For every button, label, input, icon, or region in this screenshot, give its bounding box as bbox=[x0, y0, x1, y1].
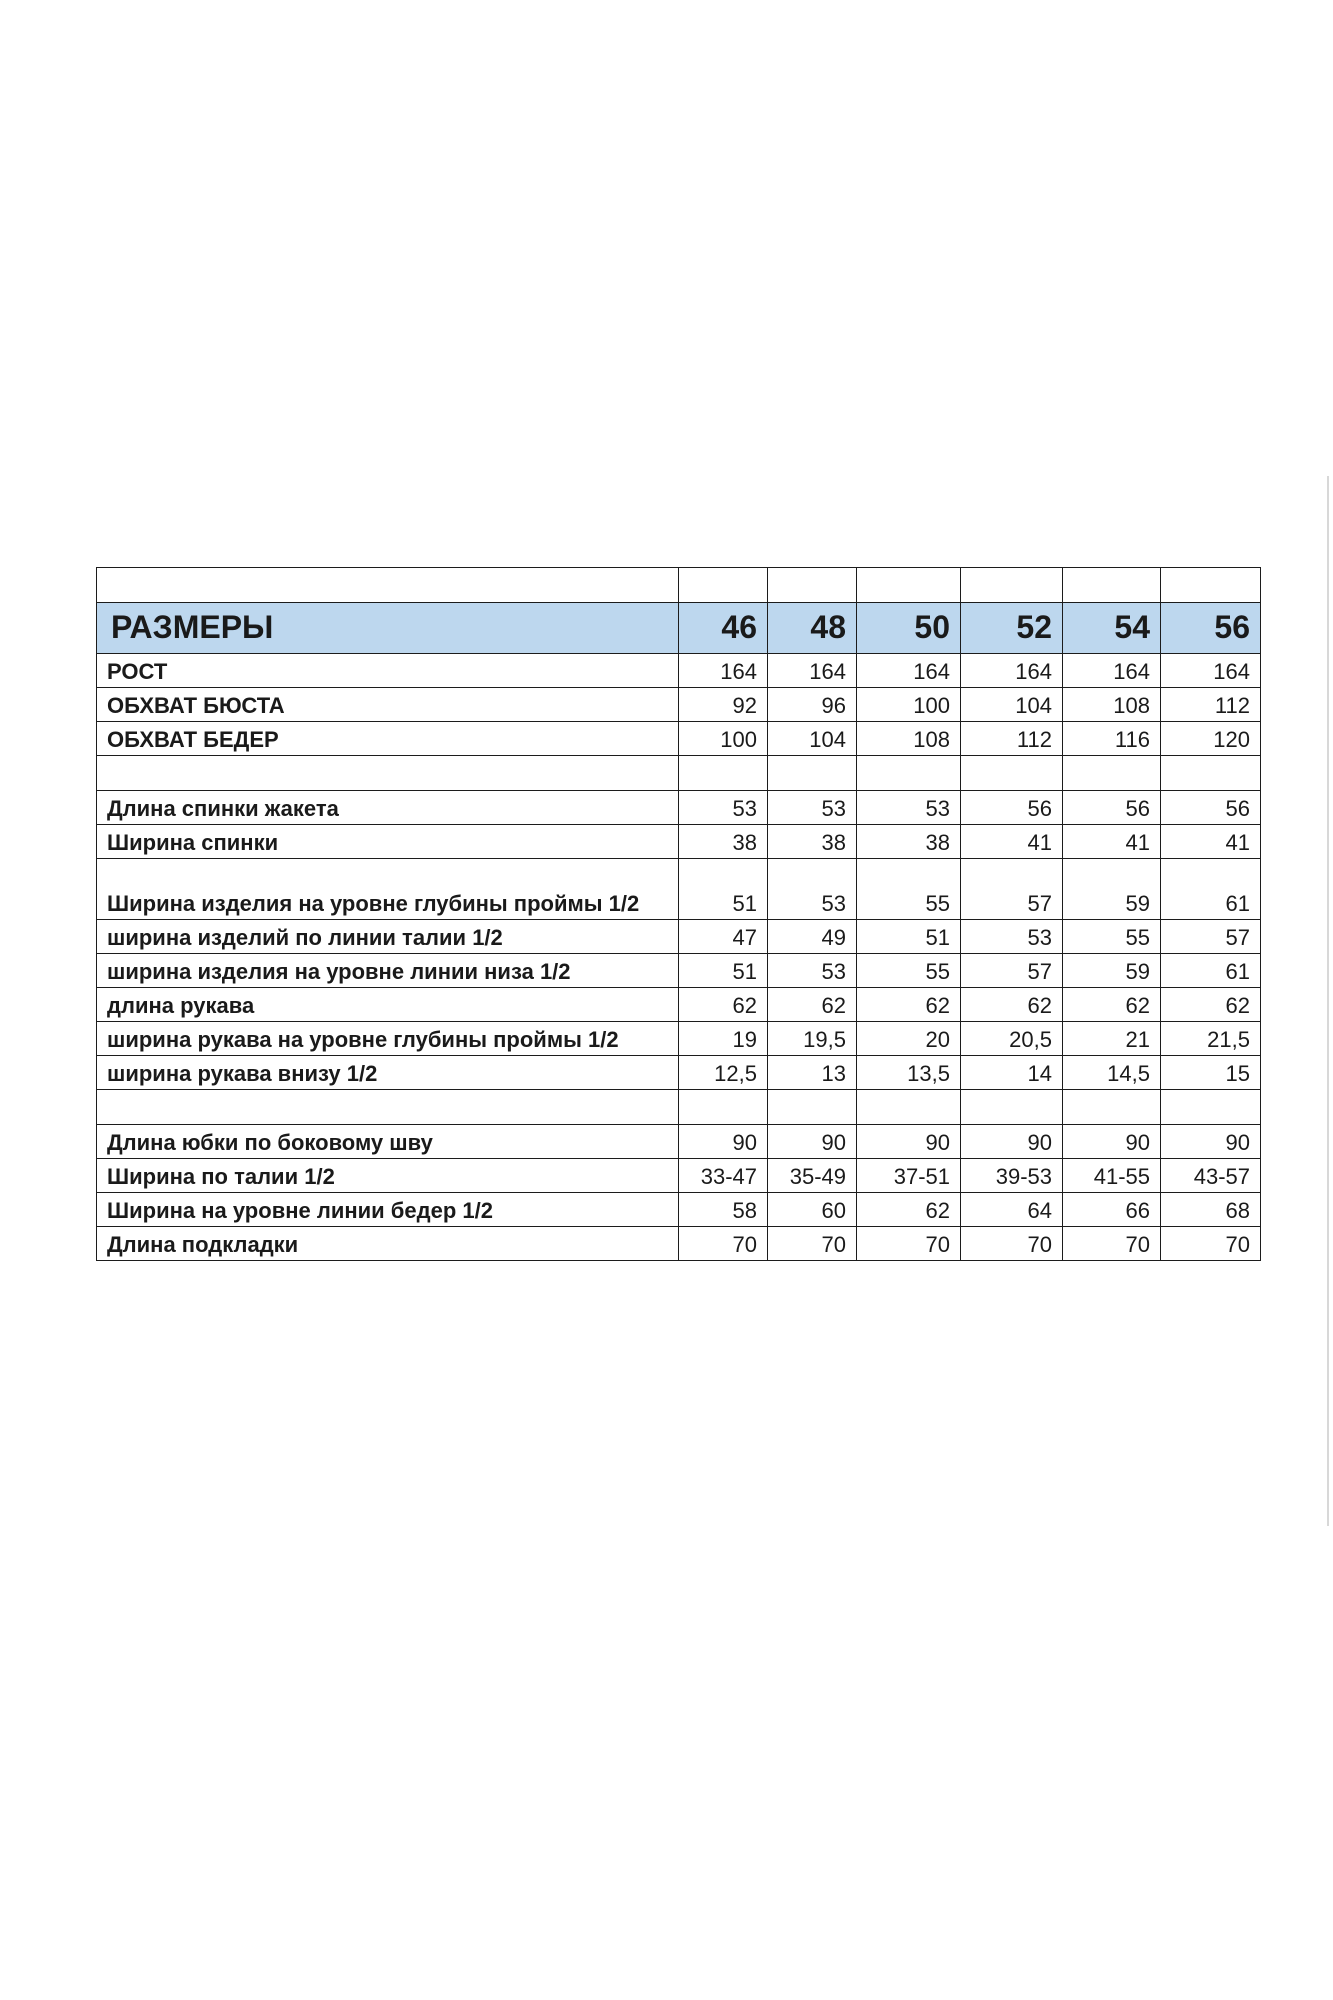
empty-cell bbox=[1063, 1090, 1161, 1125]
row-value: 60 bbox=[768, 1193, 857, 1227]
row-value: 59 bbox=[1063, 859, 1161, 920]
row-value: 19,5 bbox=[768, 1022, 857, 1056]
row-value: 62 bbox=[1161, 988, 1261, 1022]
row-value: 62 bbox=[1063, 988, 1161, 1022]
row-value: 33-47 bbox=[679, 1159, 768, 1193]
row-value: 38 bbox=[679, 825, 768, 859]
right-edge-line bbox=[1327, 476, 1329, 1526]
row-value: 100 bbox=[679, 722, 768, 756]
row-value: 64 bbox=[961, 1193, 1063, 1227]
table-row bbox=[97, 859, 1261, 920]
row-value: 164 bbox=[961, 654, 1063, 688]
table-row-empty bbox=[97, 568, 1261, 603]
empty-cell bbox=[97, 756, 679, 791]
empty-cell bbox=[679, 568, 768, 603]
empty-cell bbox=[1161, 1090, 1261, 1125]
row-value: 37-51 bbox=[857, 1159, 961, 1193]
table-row bbox=[97, 1227, 1261, 1261]
empty-cell bbox=[961, 568, 1063, 603]
row-label: ширина изделия на уровне линии низа 1/2 bbox=[97, 954, 679, 988]
empty-cell bbox=[857, 756, 961, 791]
empty-cell bbox=[1063, 568, 1161, 603]
row-value: 164 bbox=[857, 654, 961, 688]
size-54: 54 bbox=[1063, 603, 1161, 654]
row-label: длина рукава bbox=[97, 988, 679, 1022]
row-label: Ширина на уровне линии бедер 1/2 bbox=[97, 1193, 679, 1227]
row-value: 38 bbox=[768, 825, 857, 859]
row-value: 53 bbox=[679, 791, 768, 825]
row-value: 108 bbox=[1063, 688, 1161, 722]
row-value: 62 bbox=[679, 988, 768, 1022]
table-row bbox=[97, 954, 1261, 988]
row-value: 57 bbox=[961, 859, 1063, 920]
row-value: 112 bbox=[1161, 688, 1261, 722]
row-value: 62 bbox=[857, 1193, 961, 1227]
row-value: 164 bbox=[1161, 654, 1261, 688]
empty-cell bbox=[961, 756, 1063, 791]
row-value: 100 bbox=[857, 688, 961, 722]
row-value: 39-53 bbox=[961, 1159, 1063, 1193]
row-value: 70 bbox=[1063, 1227, 1161, 1261]
row-value: 62 bbox=[768, 988, 857, 1022]
row-value: 90 bbox=[768, 1125, 857, 1159]
row-value: 20,5 bbox=[961, 1022, 1063, 1056]
row-value: 53 bbox=[961, 920, 1063, 954]
table-row bbox=[97, 722, 1261, 756]
table-row-empty bbox=[97, 756, 1261, 791]
row-value: 55 bbox=[1063, 920, 1161, 954]
empty-cell bbox=[1161, 568, 1261, 603]
row-value: 90 bbox=[961, 1125, 1063, 1159]
row-value: 61 bbox=[1161, 859, 1261, 920]
row-value: 62 bbox=[961, 988, 1063, 1022]
row-value: 51 bbox=[679, 859, 768, 920]
row-label: Ширина по талии 1/2 bbox=[97, 1159, 679, 1193]
row-value: 41 bbox=[1161, 825, 1261, 859]
row-value: 20 bbox=[857, 1022, 961, 1056]
table-row bbox=[97, 988, 1261, 1022]
empty-cell bbox=[961, 1090, 1063, 1125]
row-label: ОБХВАТ БЕДЕР bbox=[97, 722, 679, 756]
row-value: 53 bbox=[768, 859, 857, 920]
row-value: 51 bbox=[857, 920, 961, 954]
row-value: 112 bbox=[961, 722, 1063, 756]
row-value: 41-55 bbox=[1063, 1159, 1161, 1193]
row-value: 66 bbox=[1063, 1193, 1161, 1227]
row-value: 21 bbox=[1063, 1022, 1161, 1056]
row-label: ОБХВАТ БЮСТА bbox=[97, 688, 679, 722]
row-value: 68 bbox=[1161, 1193, 1261, 1227]
table-row bbox=[97, 1193, 1261, 1227]
row-value: 90 bbox=[1161, 1125, 1261, 1159]
row-value: 12,5 bbox=[679, 1056, 768, 1090]
empty-cell bbox=[768, 756, 857, 791]
row-value: 14,5 bbox=[1063, 1056, 1161, 1090]
table-row-empty bbox=[97, 1090, 1261, 1125]
empty-cell bbox=[97, 1090, 679, 1125]
empty-cell bbox=[768, 568, 857, 603]
row-value: 116 bbox=[1063, 722, 1161, 756]
empty-cell bbox=[97, 568, 679, 603]
row-value: 49 bbox=[768, 920, 857, 954]
row-value: 15 bbox=[1161, 1056, 1261, 1090]
row-label: ширина изделий по линии талии 1/2 bbox=[97, 920, 679, 954]
row-value: 43-57 bbox=[1161, 1159, 1261, 1193]
row-value: 53 bbox=[768, 954, 857, 988]
row-value: 41 bbox=[961, 825, 1063, 859]
size-56: 56 bbox=[1161, 603, 1261, 654]
row-value: 53 bbox=[857, 791, 961, 825]
row-value: 164 bbox=[768, 654, 857, 688]
size-52: 52 bbox=[961, 603, 1063, 654]
row-value: 96 bbox=[768, 688, 857, 722]
empty-cell bbox=[679, 1090, 768, 1125]
row-label: Ширина спинки bbox=[97, 825, 679, 859]
row-value: 164 bbox=[1063, 654, 1161, 688]
table-row bbox=[97, 825, 1261, 859]
row-value: 56 bbox=[1063, 791, 1161, 825]
row-value: 56 bbox=[1161, 791, 1261, 825]
row-value: 120 bbox=[1161, 722, 1261, 756]
empty-cell bbox=[857, 1090, 961, 1125]
row-value: 14 bbox=[961, 1056, 1063, 1090]
row-value: 108 bbox=[857, 722, 961, 756]
row-value: 21,5 bbox=[1161, 1022, 1261, 1056]
row-value: 55 bbox=[857, 859, 961, 920]
row-value: 70 bbox=[1161, 1227, 1261, 1261]
row-value: 53 bbox=[768, 791, 857, 825]
row-value: 57 bbox=[961, 954, 1063, 988]
table-row bbox=[97, 791, 1261, 825]
row-value: 90 bbox=[1063, 1125, 1161, 1159]
table-header-row bbox=[97, 603, 1261, 654]
empty-cell bbox=[768, 1090, 857, 1125]
row-label: Длина подкладки bbox=[97, 1227, 679, 1261]
row-value: 90 bbox=[857, 1125, 961, 1159]
table-row bbox=[97, 920, 1261, 954]
table-row bbox=[97, 1125, 1261, 1159]
table-row bbox=[97, 654, 1261, 688]
empty-cell bbox=[857, 568, 961, 603]
row-value: 59 bbox=[1063, 954, 1161, 988]
row-value: 19 bbox=[679, 1022, 768, 1056]
empty-cell bbox=[1063, 756, 1161, 791]
row-label: Ширина изделия на уровне глубины проймы 1/2 bbox=[97, 859, 679, 920]
row-value: 56 bbox=[961, 791, 1063, 825]
size-chart-table bbox=[96, 567, 1261, 1261]
row-label: ширина рукава внизу 1/2 bbox=[97, 1056, 679, 1090]
row-value: 13,5 bbox=[857, 1056, 961, 1090]
row-value: 70 bbox=[679, 1227, 768, 1261]
empty-cell bbox=[679, 756, 768, 791]
row-label: ширина рукава на уровне глубины проймы 1/2 bbox=[97, 1022, 679, 1056]
empty-cell bbox=[1161, 756, 1261, 791]
table-row bbox=[97, 688, 1261, 722]
header-label: РАЗМЕРЫ bbox=[97, 603, 679, 654]
row-value: 38 bbox=[857, 825, 961, 859]
row-value: 61 bbox=[1161, 954, 1261, 988]
table-row bbox=[97, 1022, 1261, 1056]
row-value: 55 bbox=[857, 954, 961, 988]
table-row bbox=[97, 1056, 1261, 1090]
row-value: 104 bbox=[961, 688, 1063, 722]
size-46: 46 bbox=[679, 603, 768, 654]
row-value: 70 bbox=[857, 1227, 961, 1261]
row-value: 104 bbox=[768, 722, 857, 756]
row-value: 47 bbox=[679, 920, 768, 954]
row-value: 13 bbox=[768, 1056, 857, 1090]
row-value: 164 bbox=[679, 654, 768, 688]
row-value: 70 bbox=[768, 1227, 857, 1261]
row-label: РОСТ bbox=[97, 654, 679, 688]
size-48: 48 bbox=[768, 603, 857, 654]
row-value: 90 bbox=[679, 1125, 768, 1159]
row-value: 62 bbox=[857, 988, 961, 1022]
row-value: 58 bbox=[679, 1193, 768, 1227]
row-label: Длина спинки жакета bbox=[97, 791, 679, 825]
row-value: 57 bbox=[1161, 920, 1261, 954]
row-value: 51 bbox=[679, 954, 768, 988]
table-row bbox=[97, 1159, 1261, 1193]
row-value: 92 bbox=[679, 688, 768, 722]
size-50: 50 bbox=[857, 603, 961, 654]
row-label: Длина юбки по боковому шву bbox=[97, 1125, 679, 1159]
row-value: 35-49 bbox=[768, 1159, 857, 1193]
row-value: 70 bbox=[961, 1227, 1063, 1261]
row-value: 41 bbox=[1063, 825, 1161, 859]
